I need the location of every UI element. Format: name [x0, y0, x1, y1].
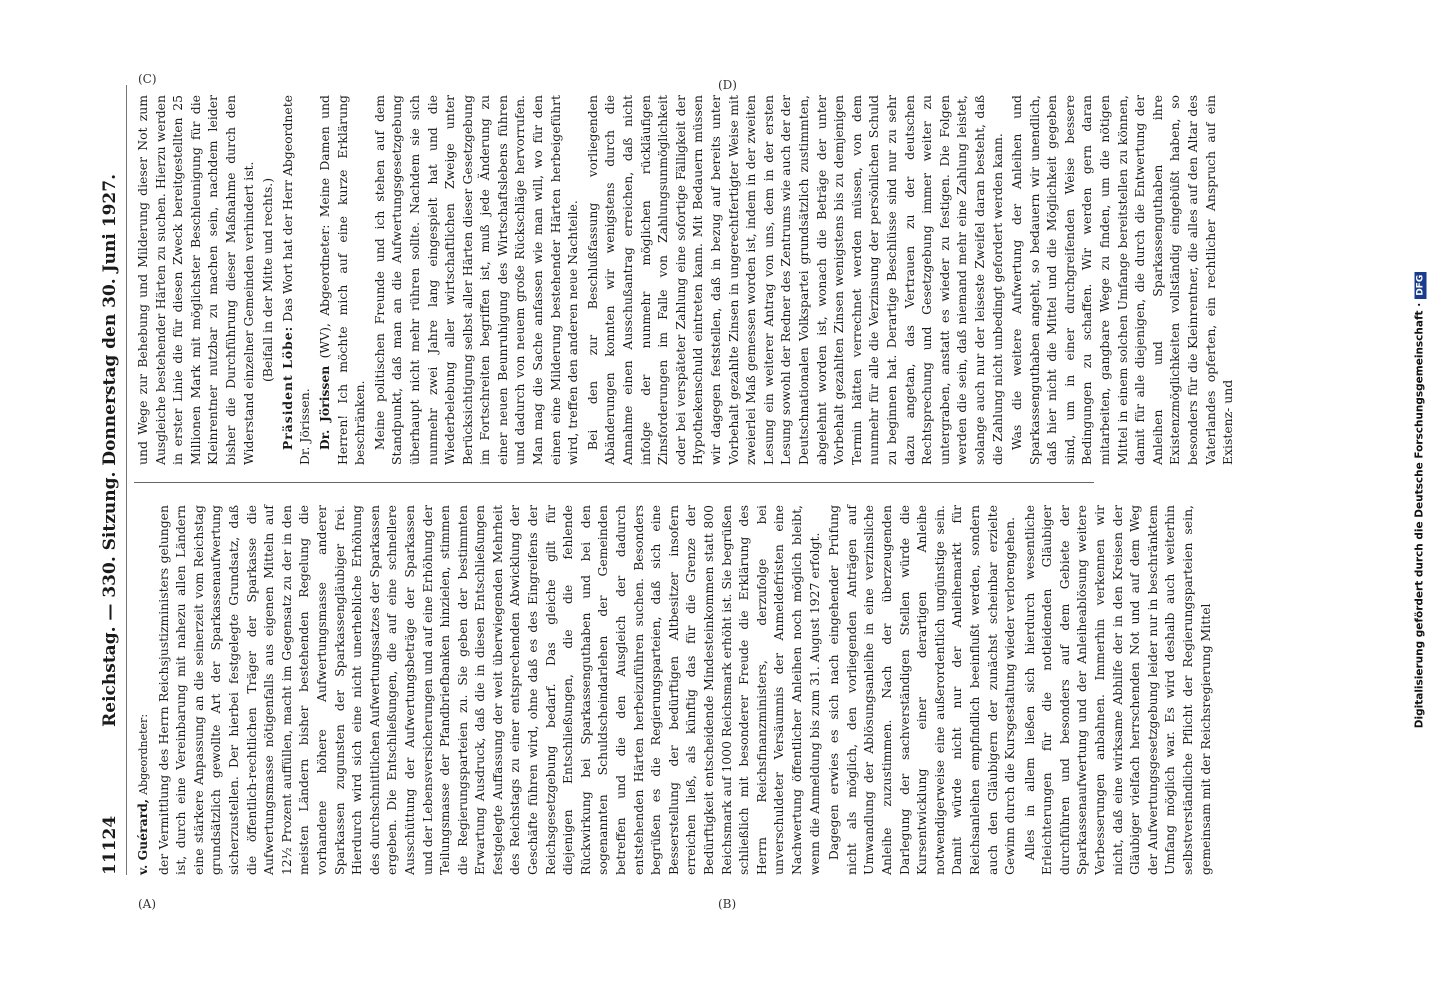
paragraph: Bei den zur Beschlußfassung vorliegenden Abänderungen konnten wir wenigstens durch die Annahme einen Ausschußantrag erreichen, daß nicht infolge der nunmehr möglichen rückläufigen Zinsforderungen im Falle von Zahlungsunmöglichkeit oder bei verspäteter Zahlung eine sofortige Fälligkeit der Hypothekenschuld eintreten kann. Mit Bedauern müssen wir dagegen feststellen, daß in bezug auf bereits unter Vorbehalt gezahlte Zinsen in ungerechtfertigter Weise mit zweierlei Maß gemessen worden ist, indem in der zweiten Lesung ein weiterer Antrag von uns, dem in der ersten Lesung sowohl der Redner des Zentrums wie auch der der Deutschnationalen Volkspartei grundsätzlich zustimmten, abgelehnt worden ist, wonach die Beträge der unter Vorbehalt gezahlten Zinsen wenigstens bis zu demjenigen Termin hätten verrechnet werden müssen, von dem nunmehr für alle die Verzinsung der persönlichen Schuld zu beginnen hat. Derartige Beschlüsse sind nur zu sehr dazu angetan, das Vertrauen zu der deutschen Rechtsprechung und Gesetzgebung immer weiter zu untergraben, anstatt es wieder zu festigen. Die Folgen werden die sein, daß niemand mehr eine Zahlung leistet, solange auch nur der leiseste Zweifel daran besteht, daß die Zahlung nicht unbedingt gefordert werden kann. [584, 95, 1005, 465]
paragraph: Meine politischen Freunde und ich stehen auf dem Standpunkt, daß man an die Aufwertungsgesetzgebung überhaupt nicht mehr rühren sollte. Nachdem sie sich nunmehr zwei Jahre lang eingespielt hat und die Wiederbelebung aller wirtschaftlichen Zweige unter Berücksichtigung selbst aller Härten dieser Gesetzgebung im Fortschreiten begriffen ist, muß jede Änderung zu einer neuen Beunruhigung des Wirtschaftslebens führen und dadurch von neuem große Rückschläge hervorrufen. Man mag die Sache anfassen wie man will, wo für den einen eine Milderung bestehender Härten herbeigeführt wird, treffen den anderen neue Nachteile. [371, 95, 581, 465]
speaker-line [134, 505, 153, 875]
president-text: Das Wort hat der Herr Abgeordnete Dr. Jörissen. [279, 94, 313, 465]
column-divider [134, 482, 1094, 483]
paragraph: Alles in allem ließen sich hierdurch wesentliche Erleichterungen für die notleidenden Gläubiger durchführen und besonders auf dem Gebiete der Sparkassenaufwertung und der Anleiheablösung weitere Verbesserungen anbahnen. Immerhin verkennen wir nicht, daß eine wirksame Abhilfe der in den Kreisen der Gläubiger vielfach herrschenden Not und auf dem Weg der Aufwertungsgesetzgebung leider nur in beschränktem Umfang möglich war. Es wird deshalb auch weiterhin selbstverständliche Pflicht der Regierungsparteien sein, gemeinsam mit der Reichsregierung Mittel [1021, 505, 1213, 875]
credit-text: Digitalisierung gefördert durch die Deutsche Forschungsgemeinschaft · [1413, 302, 1426, 729]
right-column [134, 94, 1236, 465]
speaker-role: Abgeordneter: [137, 713, 150, 795]
paragraph: Was die weitere Aufwertung der Anleihen und Sparkassenguthaben angeht, so bedauern wir unendlich, daß hier nicht die Mittel und die Möglichkeit gegeben sind, um in einer durchgreifenden Weise bessere Bedingungen zu schaffen. Wir werden gern daran mitarbeiten, gangbare Wege zu finden, um die nötigen Mittel in einem solchen Umfange bereitstellen zu können, damit für alle diejenigen, die durch die Entwertung der Anleihen und Sparkassenguthaben ihre Existenzmöglichkeiten vollständig eingebüßt haben, so besonders für die Kleinrentner, die alles auf den Altar des Vaterlandes opferten, ein rechtlicher Anspruch auf ein Existenz- und [1009, 95, 1236, 465]
margin-marker-a: (A) [138, 897, 157, 911]
scanned-page [100, 94, 1236, 875]
dr-speaker-intro: (WV), Abgeordneter: Meine Damen und Herren! Ich möchte mich auf eine kurze Erklärung beschränken. [316, 95, 368, 465]
margin-marker-c: (C) [138, 72, 157, 86]
margin-marker-b: (B) [718, 897, 737, 911]
dr-speaker-line [316, 95, 369, 465]
credit-text-block [1414, 10, 1427, 990]
margin-marker-d: (D) [718, 78, 737, 92]
digitization-credit [1410, 6, 1430, 994]
paragraph: Dagegen erwies es sich nach eingehender Prüfung nicht als möglich, den vorliegenden Anträgen auf Umwandlung der Ablösungsanleihe in eine verzinsliche Anleihe zuzustimmen. Nach der überzeugenden Darlegung der sachverständigen Stellen würde die Kursentwicklung einer derartigen Anleihe notwendigerweise eine außerordentlich ungünstige sein. Damit würde nicht nur der Anleihemarkt für Reichsanleihen empfindlich beeinflußt werden, sondern auch den Gläubigern der zunächst scheinbar erzielte Gewinn durch die Kursgestaltung wieder verlorengehen. [826, 505, 1018, 875]
president-line [279, 95, 314, 465]
paragraph: der Vermittlung des Herrn Reichsjustizministers gelungen ist, durch eine Vereinbarung mit nahezu allen Ländern eine stärkere Anpassung an die seinerzeit vom Reichstag grundsätzlich gewollte Art der Sparkassenaufwertung sicherzustellen. Der hierbei festgelegte Grundsatz, daß die öffentlich-rechtlichen Träger der Sparkasse die Aufwertungsmasse nötigenfalls aus eigenen Mitteln auf 12½ Prozent auffüllen, macht im Gegensatz zu der in den meisten Ländern bisher bestehenden Regelung die vorhandene höhere Aufwertungsmasse anderer Sparkassen zugunsten der Sparkassengläubiger frei. Hierdurch wird sich eine nicht unerhebliche Erhöhung des durchschnittlichen Aufwertungssatzes der Sparkassen ergeben. Die Entschließungen, die auf eine schnellere Ausschüttung der Aufwertungsbeträge der Sparkassen und der Lebensversicherungen und auf eine Erhöhung der Teilungsmasse der Pfandbriefbanken hinzielen, stimmen die Regierungsparteien zu. Sie geben der bestimmten Erwartung Ausdruck, daß die in diesen Entschließungen festgelegte Auffassung der weit überwiegenden Mehrheit des Reichstags zu einer entsprechenden Abwicklung der Geschäfte führen wird, ohne daß es des Eingreifens der Reichsgesetzgebung bedarf. Das gleiche gilt für diejenigen Entschließungen, die die fehlende Rückwirkung bei Sparkassenguthaben und bei den sogenannten Schuldscheindarlehen der Gemeinden betreffen und die den Ausgleich der dadurch entstehenden Härten herbeizuführen suchen. Besonders begrüßen es die Regierungsparteien, daß sich eine Besserstellung der bedürftigen Altbesitzer insofern erreichen ließ, als künftig das für die Grenze der Bedürftigkeit entscheidende Mindesteinkommen statt 800 Reichsmark auf 1000 Reichsmark erhöht ist. Sie begrüßen schließlich mit besonderer Freude die Erklärung des Herrn Reichsfinanzministers, derzufolge bei unverschuldeter Versäumnis der Anmeldefristen eine Nachwertung öffentlicher Anleihen noch möglich bleibt, wenn die Anmeldung bis zum 31. August 1927 erfolgt. [155, 505, 822, 875]
president-name: Präsident Löbe: [279, 325, 295, 451]
dr-speaker-name: Dr. Jörissen [316, 365, 332, 451]
left-column [134, 505, 1213, 875]
rotated-content [100, 85, 1236, 875]
applause-note: (Beifall in der Mitte und rechts.) [260, 177, 276, 383]
paragraph: und Wege zur Behebung und Milderung dieser Not zum Ausgleiche bestehender Härten zu suchen. Hierzu werden in erster Linie die für diesen Zweck bereitgestellten 25 Millionen Mark mit möglichster Beschleunigung für die Kleinrentner nutzbar zu machen sein, nachdem leider bisher die Durchführung dieser Maßnahme durch den Widerstand einzelner Gemeinden verhindert ist. [135, 95, 256, 465]
dfg-logo: DFG [1415, 272, 1427, 299]
speaker-name: v. Guérard, [135, 798, 150, 875]
page-number: 11124 [100, 815, 120, 875]
session-title: Reichstag. — 330. Sitzung. Donnerstag den 30. Juni 1927. [100, 173, 120, 727]
page-header [100, 85, 127, 875]
